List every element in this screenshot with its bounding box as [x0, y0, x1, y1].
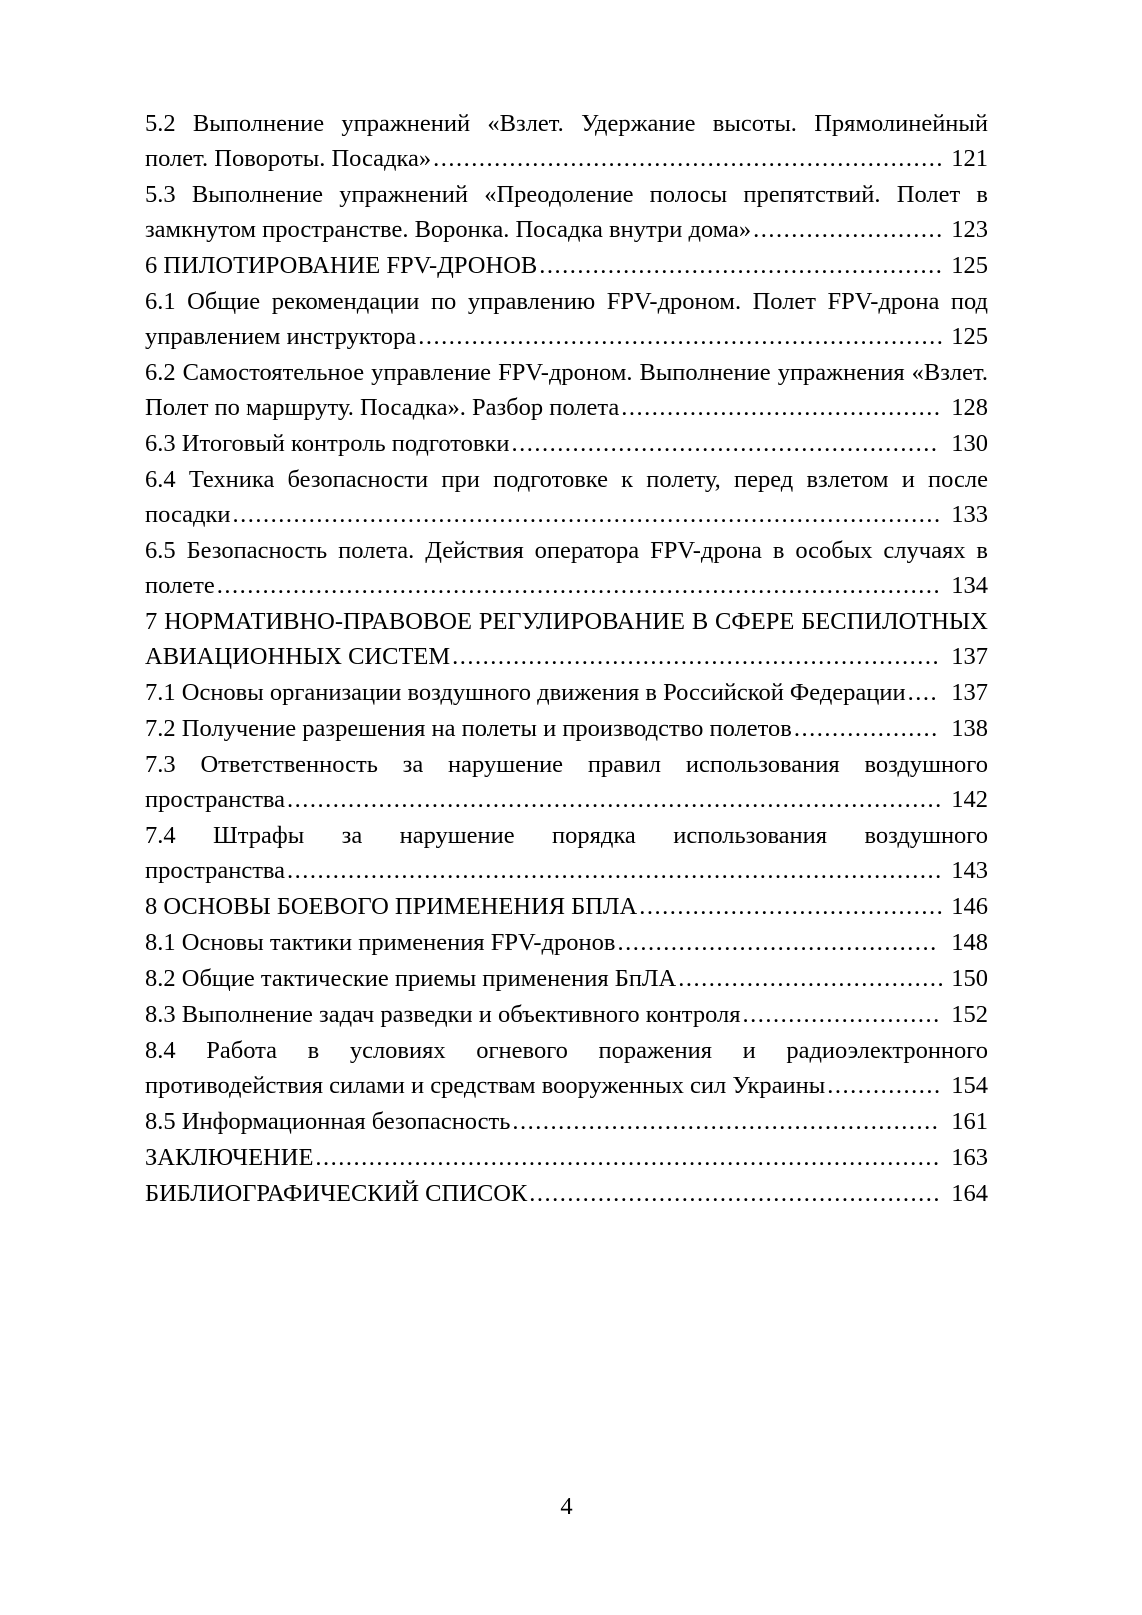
toc-page-number: 137 [951, 679, 988, 706]
toc-page-number: 138 [951, 715, 988, 742]
toc-entry-title: 7.4 Штрафы за нарушение порядка использования воздушного пространства [145, 822, 988, 884]
toc-entry [145, 925, 988, 960]
toc-entry [145, 1140, 988, 1175]
toc-page-number: 125 [951, 252, 988, 279]
toc-entry-title: 6.5 Безопасность полета. Действия оператора FPV-дрона в особых случаях в полете [145, 537, 988, 599]
toc-page-number: 133 [951, 501, 988, 528]
toc-page-number: 123 [951, 216, 988, 243]
toc-dot-leader: ...................................................................................... [287, 857, 943, 884]
toc-entry-title: 8.4 Работа в условиях огневого поражения и радиоэлектронного противодействия силами и средствам вооруженных сил Украины [145, 1037, 988, 1099]
toc-dot-leader: ...................................................................................... [287, 786, 943, 813]
toc-entry-title: 8.5 Информационная безопасность [145, 1108, 511, 1135]
toc-entry [145, 675, 988, 710]
toc-dot-leader: .......................... [742, 1001, 941, 1028]
toc-entry-title: 8.3 Выполнение задач разведки и объективного контроля [145, 1001, 741, 1028]
toc-page-number: 164 [951, 1180, 988, 1207]
toc-dot-leader: ..................................................... [539, 252, 944, 279]
toc-dot-leader: ........................................................ [511, 430, 939, 457]
page-number-footer: 4 [560, 1493, 573, 1520]
table-of-contents [145, 106, 988, 1212]
toc-entry-title: 7.2 Получение разрешения на полеты и производство полетов [145, 715, 792, 742]
toc-dot-leader: .... [907, 679, 939, 706]
toc-entry [145, 818, 988, 888]
toc-entry [145, 106, 988, 176]
toc-entry-title: 8.2 Общие тактические приемы применения БпЛА [145, 965, 677, 992]
toc-dot-leader: ..................................................................... [418, 323, 945, 350]
toc-page-number: 134 [951, 572, 988, 599]
toc-page-number: 154 [951, 1072, 988, 1099]
toc-entry-title: 6.2 Самостоятельное управление FPV-дроном. Выполнение упражнения «Взлет. Полет по маршруту. Посадка». Разбор полета [145, 359, 988, 421]
toc-entry-title: 7.3 Ответственность за нарушение правил использования воздушного пространства [145, 751, 988, 813]
toc-entry [145, 961, 988, 996]
toc-entry-title: 7.1 Основы организации воздушного движения в Российской Федерации [145, 679, 906, 706]
toc-entry-title: 6 ПИЛОТИРОВАНИЕ FPV-ДРОНОВ [145, 252, 538, 279]
toc-page-number: 163 [951, 1144, 988, 1171]
toc-entry [145, 248, 988, 283]
toc-entry [145, 426, 988, 461]
toc-page-number: 150 [951, 965, 988, 992]
toc-entry [145, 1033, 988, 1103]
toc-dot-leader: ........................................ [639, 893, 945, 920]
toc-page-number: 148 [951, 929, 988, 956]
toc-entry-title: 5.3 Выполнение упражнений «Преодоление полосы препятствий. Полет в замкнутом пространстве. Воронка. Посадка внутри дома» [145, 181, 988, 243]
toc-dot-leader: ................................................................ [452, 643, 941, 670]
toc-entry [145, 997, 988, 1032]
toc-page-number: 130 [951, 430, 988, 457]
toc-dot-leader: ............................................................................................. [232, 501, 942, 528]
toc-entry [145, 462, 988, 532]
toc-entry-title: 8 ОСНОВЫ БОЕВОГО ПРИМЕНЕНИЯ БПЛА [145, 893, 638, 920]
toc-entry [145, 1104, 988, 1139]
toc-entry [145, 284, 988, 354]
toc-dot-leader: ......................... [753, 216, 944, 243]
toc-page-number: 137 [951, 643, 988, 670]
toc-page-number: 161 [951, 1108, 988, 1135]
toc-entry-title: 5.2 Выполнение упражнений «Взлет. Удержание высоты. Прямолинейный полет. Повороты. Посадка» [145, 110, 988, 172]
toc-entry-title: 6.1 Общие рекомендации по управлению FPV-дроном. Полет FPV-дрона под управлением инструктора [145, 288, 988, 350]
toc-page-number: 152 [951, 1001, 988, 1028]
toc-page-number: 121 [951, 145, 988, 172]
toc-dot-leader: ............... [827, 1072, 942, 1099]
toc-dot-leader: ...................................................... [529, 1180, 942, 1207]
toc-page-number: 146 [951, 893, 988, 920]
toc-dot-leader: .......................................... [621, 394, 942, 421]
toc-page-number: 143 [951, 857, 988, 884]
toc-dot-leader: ................................................................... [433, 145, 945, 172]
toc-entry-title: БИБЛИОГРАФИЧЕСКИЙ СПИСОК [145, 1180, 528, 1207]
toc-entry [145, 533, 988, 603]
toc-entry [145, 747, 988, 817]
toc-dot-leader: .......................................... [617, 929, 938, 956]
toc-dot-leader: ............................................................................................... [216, 572, 942, 599]
toc-entry-title: 7 НОРМАТИВНО-ПРАВОВОЕ РЕГУЛИРОВАНИЕ В СФЕРЕ БЕСПИЛОТНЫХ АВИАЦИОННЫХ СИСТЕМ [145, 608, 988, 670]
toc-entry [145, 1176, 988, 1211]
toc-dot-leader: .................................................................................. [315, 1144, 941, 1171]
toc-entry [145, 889, 988, 924]
toc-entry-title: 6.3 Итоговый контроль подготовки [145, 430, 510, 457]
toc-entry [145, 711, 988, 746]
toc-entry [145, 177, 988, 247]
toc-entry-title: 8.1 Основы тактики применения FPV-дронов [145, 929, 616, 956]
toc-dot-leader: ................................... [678, 965, 946, 992]
toc-entry [145, 355, 988, 425]
toc-dot-leader: ................... [793, 715, 939, 742]
toc-page-number: 128 [951, 394, 988, 421]
toc-entry [145, 604, 988, 674]
toc-entry-title: 6.4 Техника безопасности при подготовке к полету, перед взлетом и после посадки [145, 466, 988, 528]
toc-entry-title: ЗАКЛЮЧЕНИЕ [145, 1144, 314, 1171]
toc-page-number: 125 [951, 323, 988, 350]
toc-dot-leader: ........................................................ [512, 1108, 940, 1135]
toc-page-number: 142 [951, 786, 988, 813]
